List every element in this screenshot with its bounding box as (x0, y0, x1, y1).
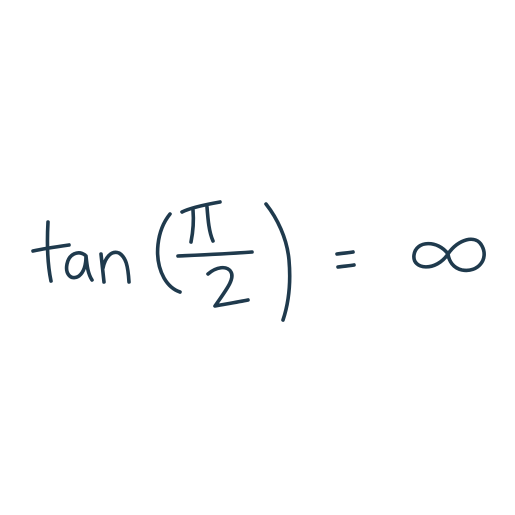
t-stem (47, 222, 51, 281)
equals-bottom (338, 265, 354, 267)
t-crossbar (33, 245, 69, 251)
two-digit (208, 268, 248, 306)
n-letter (101, 252, 129, 282)
close-paren (266, 204, 290, 320)
a-letter (67, 253, 92, 280)
fraction-bar (178, 252, 252, 256)
pi-right-leg (207, 207, 213, 241)
open-paren (158, 214, 180, 292)
pi-top-bar (182, 202, 220, 212)
infinity-symbol (414, 239, 484, 270)
pi-left-leg (191, 210, 193, 242)
equals-top (337, 252, 353, 254)
glyph-fraction (178, 202, 252, 306)
glyph-equals (337, 252, 354, 267)
glyph-tan (33, 222, 129, 282)
